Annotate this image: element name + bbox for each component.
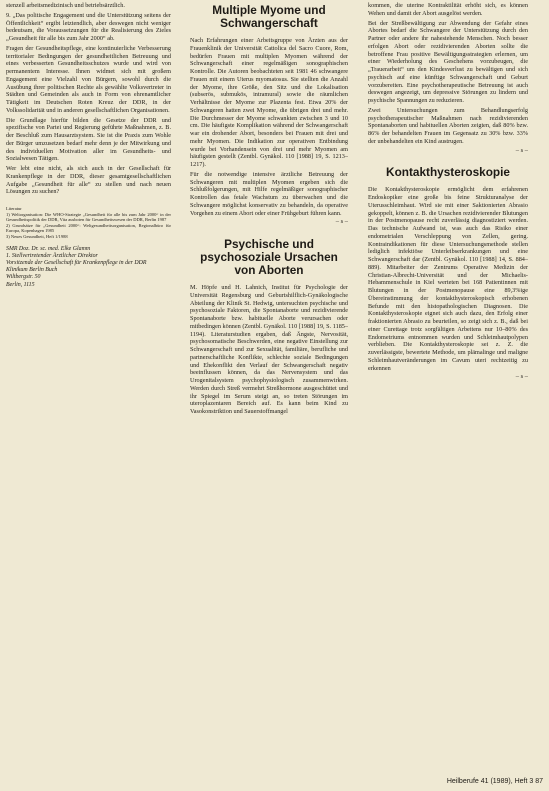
paragraph-text: Wer lebt eine nicht, als sich auch in der Gesellschaft für Krankenpflege in der DDR, dieser gesamtgesellschaftlichen Aufgabe „Gesundheit für alle“ zu stellen und nach neuen Lösungen zu suchen? (6, 165, 171, 196)
author-address: SMR Doz. Dr. sc. med. Elke Glamm 1. Stellvertretender Ärztlicher Direktor Vorsitzende der Gesellschaft für Krankenpflege in der DDR Klinikum Berlin Buch Wiltbergstr. 50 Berlin, 1115 (6, 245, 147, 288)
article-end-mark: – s – (335, 218, 348, 226)
body-paragraph (6, 117, 171, 164)
article-heading: Psychische und psychosoziale Ursachen von Aborten (200, 237, 338, 277)
paragraph-text: M. Höpfe und H. Lahnich, Institut für Psychologie der Universität Regensburg und Geburtshilflich-Gynäkologische Abteilung der Klinik St. Hedwig, untersuchten psychische und psychosoziale Faktoren, die Spontanaborte und rezidivierende Spontanaborte bzw. habituelle Aborte verursachen oder mitbedingen können (Zentbl. Gynäkol. 110 [1988] 19, S. 1185–1194). Literaturstudien ergaben, daß Ängste, Nervosität, psychosomatische Beschwerden, eine negative Einstellung zur Schwangerschaft und zur Sexualität, familiäre, berufliche und partnerschaftliche Konflikte, schlechte soziale Bedingungen und Ehekonflikt den Verlauf der Schwangerschaft negativ beeinflussen können, da das Nervensystem und das Urogenitalsystem psychophysiologisch zusammenwirken. Werden durch Streß vermehrt Streßhormone ausgeschüttet und ihr Spiegel im Serum steigt an, so treten Störungen im uteroplazentaren Bereich auf. Es kann beim Kind zu Vasokonstriktion und Sauerstoffmangel (190, 284, 348, 415)
column-left (6, 2, 171, 289)
paragraph-text: Die Kontakthysteroskopie ermöglicht dem erfahrenen Endoskopiker eine große bis feine Strukturanalyse der Uterusschleimhaut. Wird sie mit einer Saktionierten Abrasio gekoppelt, können z. B. die Ursachen rezidivierender Blutungen in der Postmenopause recht zuverlässig diagnostiziert werden. Das technische Aufwand ist, was auch das Risiko einer endometrialen Verschleppung von Zellen, gering. Kontraindikationen für diese Untersuchungsmethode stellen lediglich infektiöse Unterleibserkrankungen und eine Schwangerschaft dar (Zentbl. Gynäkol. 110 [1988] 14, S. 884–889). Mitarbeiter der Zentrums Operative Medizin der Christian-Albrecht-Universität und der Michaelis-Hebammenschule in Kiel werteten bei 168 Patientinnen mit Blutungen in der Postmenopause eine 89,3%ige Übereinstimmung der kontakthysteroskopisch erhobenen Befunde mit den histopathologischen Diagnosen. Die Kontakthysteroskopie eignet sich auch dazu, den Erfolg einer fraktionierten Abrasio zu beurteilen, so zeigt sich z. B., daß bei einer Curettage trotz sorgfältigen Arbeitens nur 10–80% des Endometriums entnommen wurden und Schleimhautpolypen verblieben. Die Kontakthysteroskopie sei z. Z. die zuverlässigste, bewertete Methode, um plämalinge und maligne Schleimhautveränderungen im Cavum uteri rechtzeitig zu erkennen (368, 186, 528, 372)
column-right (368, 2, 528, 381)
column-middle (190, 2, 348, 416)
article-heading: Multiple Myome und Schwangerschaft (212, 3, 326, 30)
body-paragraph (6, 12, 171, 43)
paragraph-text: Fragen der Gesundheitspflege, eine kontinuierliche Verbesserung territorialer Bedingungen der gesundheitlichen Betreuung und eines verbesserten Gesundheitsschutzes wurde und wird von permanentem Interesse. Ihnen widmet sich mit großem Engagement eine Vielzahl von Bürgern, sowohl durch die Ausübung ihrer politischen Rechte als gewählte Volksvertreter in Städten und Gemeinden als auch in Form von ehrenamtlicher Tätigkeit im Deutschen Roten Kreuz der DDR, in der Volkssolidarität und in anderen gesellschaftlichen Organisationen. (6, 44, 171, 114)
article-end-mark: – s – (515, 373, 528, 381)
body-paragraph (6, 165, 171, 196)
body-paragraph (368, 2, 528, 18)
references: Literatur 1) Weltorganisation: Die WHO-Strategie „Gesundheit für alle bis zum Jahr 2000“ in der Gesundheitspolitik der DDR, Vita ausboten für Gesundheitswesen der DDR, Berlin 1987 2) Grundsätze für „Gesundheit 2000“: Weltgesundheitsorganisation, Regionalbüro für Europa, Kopenhagen 1985 3) Neues Gesundheit, Heft 1/1988 (6, 206, 171, 239)
body-paragraph (6, 45, 171, 115)
paragraph-text: Nach Erfahrungen einer Arbeitsgruppe von Ärzten aus der Frauenklinik der Universität Cattolica del Sacro Cuore, Rom, bedürfen Frauen mit multiplen Myomen während der Schwangerschaft einer regelmäßigen sonographischen Kontrolle. Die Autoren beobachteten seit 1981 46 schwangere Frauen mit einem Uterus myomatosus. Sie stellten die Anzahl der Myome, ihre Größe, den Sitz und die Lokalisation (subserös, submukös, intramural) sowie die räumlichen Verhältnisse der Myome zur Plazenta fest. Etwa 20% der Schwangeren hatten zwei Myome, die übrigen drei und mehr. Die Durchmesser der Myome schwankten zwischen 3 und 10 cm. Die häufigste Komplikation während der Schwangerschaft war ein drohender Abort, besonders bei Frauen mit drei und mehr Myomen. Die Indikation zur operativen Entbindung wurde bei Vorhandensein von drei und mehr Myomen am häufigsten gestellt (Zentbl. Gynäkol. 110 [1988] 19, S. 1213–1217). (190, 37, 348, 168)
paragraph-text: 9. „Das politische Engagement und die Unterstützung seitens der Öffentlichkeit“ ergibt letztendlich, aber deswegen nicht weniger bedeutsam, die Voraussetzungen für die Realisierung des Zieles „Gesundheit für alle bis zum Jahr 2000“ ab. (6, 11, 171, 42)
paragraph-text: kommen, die uterine Kontraktilität erhöht sich, es können Wehen und damit der Abort ausgelöst werden. (368, 2, 528, 17)
article-heading: Kontakthysteroskopie (386, 165, 510, 180)
paragraph-text: stenzell arbeitsmedizinisch und betriebsärztlich. (6, 2, 125, 9)
paragraph-text: Für die notwendige intensive ärztliche Betreuung der Schwangeren mit multiplen Myomen ergeben sich die Schlußfolgerungen, mit Hilfe regelmäßiger sonographischer Kontrollen das fetale Wachstum zu überwachen und die Schwangere möglichst konservativ zu behandeln, da operative Vorgehen zu einem Abort oder einer Frühgeburt führen kann. (190, 170, 348, 217)
body-paragraph (190, 37, 348, 169)
body-paragraph (368, 186, 528, 372)
body-paragraph (368, 107, 528, 146)
paragraph-text: Bei der Streßbewältigung zur Abwendung der Gefahr eines Abortes bedarf die Schwangere der Unterstützung durch den Partner oder andere ihr nahestehende Menschen. Noch besser erfolgen Abort oder rezidivierenden Aborten sollte die betroffene Frau positive Bewältigungsstrategien erlernen, um einer Wiederholung des Geschehens vorzubeugen, die „Trauerarbeit“ um den Kindesverlust zu bewältigen und sich psychisch auf eine künftige Schwangerschaft und Geburt vorzubereiten. Eine psychotherapeutische Betreuung ist auch deswegen angezeigt, um depressive Störungen zu lindern und psychische Spannungen zu reduzieren. (368, 19, 528, 104)
body-paragraph (6, 2, 171, 10)
paragraph-text: Zwei Untersuchungen zum Behandlungserfolg psychotherapeutischer Maßnahmen nach rezidivierenden Spontanaborten und habituellen Aborten zeigten, daß 80% bzw. 86% der behandelten Frauen im Gegensatz zu 30% bzw. 33% der unbehandelten ein Kind austrugen. (368, 106, 528, 145)
body-paragraph (368, 20, 528, 105)
body-paragraph (190, 171, 348, 218)
article-end-mark: – s – (515, 146, 528, 154)
body-paragraph (190, 284, 348, 416)
page-footer: Heilberufe 41 (1989), Heft 3 87 (446, 778, 543, 785)
paragraph-text: Die Grundlage hierfür bilden die Gesetze der DDR und spezifische von Partei und Regierung geführte Maßnahmen, z. B. der Beschluß zum Hausarztsystem. Sie ist die Praxis zum Wohle der Bürger umzusetzen bedarf mehr denn je der Mitwirkung und des individuellen Motivation aller im Gesundheits- und Sozialwesen Tätigen. (6, 116, 171, 163)
